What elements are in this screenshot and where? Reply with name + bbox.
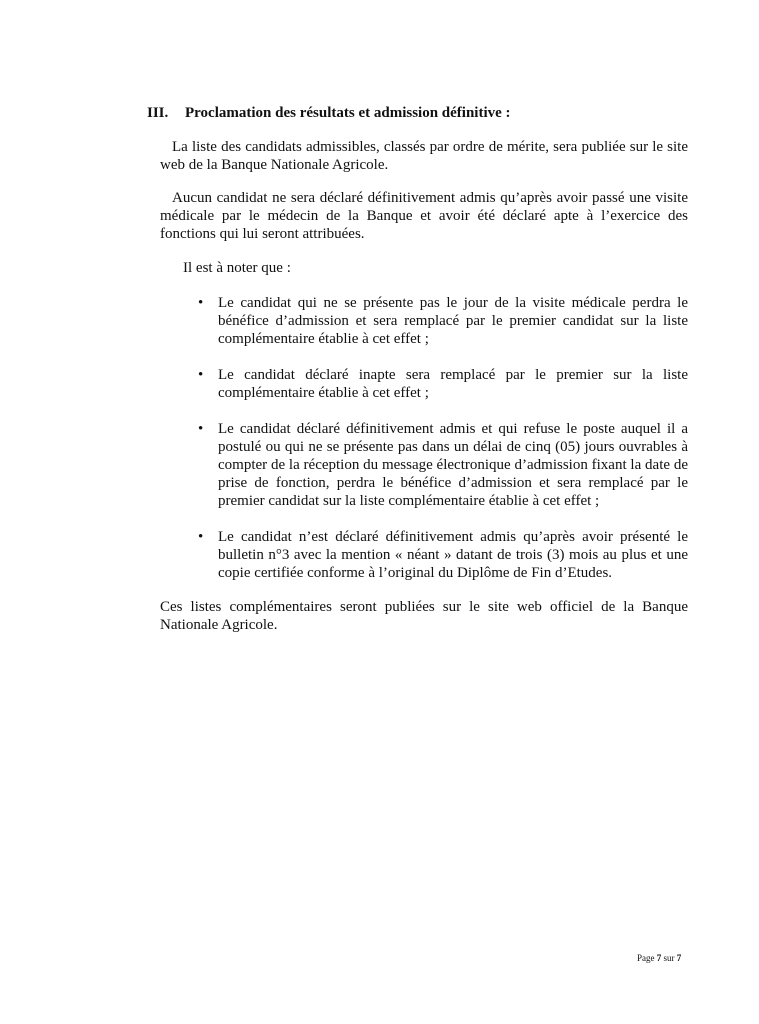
list-item: [198, 528, 688, 582]
section-title: Proclamation des résultats et admission définitive :: [185, 105, 511, 121]
of-label: sur: [663, 953, 675, 963]
paragraph: Il est à noter que :: [183, 260, 291, 276]
page-total: 7: [676, 953, 682, 963]
list-item-text: Le candidat qui ne se présente pas le jour de la visite médicale perdra le bénéfice d’admission et sera remplacé par le premier candidat sur la liste complémentaire établie à cet effet ;: [218, 295, 688, 347]
list-item: [198, 366, 688, 402]
page-label: Page: [637, 953, 655, 963]
list-item: [198, 420, 688, 510]
paragraph: La liste des candidats admissibles, classés par ordre de mérite, sera publiée sur le site web de la Banque Nationale Agricole.: [160, 139, 688, 173]
paragraph: Aucun candidat ne sera déclaré définitivement admis qu’après avoir passé une visite médicale par le médecin de la Banque et avoir été déclaré apte à l’exercice des fonctions qui lui seront attribuées.: [160, 190, 688, 242]
section-heading: [147, 104, 511, 122]
bullet-icon: •: [198, 295, 204, 311]
list-item-text: Le candidat déclaré définitivement admis et qui refuse le poste auquel il a postulé ou qui ne se présente pas dans un délai de cinq (05) jours ouvrables à compter de la réception du message électronique d’admission fixant la date de prise de fonction, perdra le bénéfice d’admission et sera remplacé par le premier candidat sur la liste complémentaire établie à cet effet ;: [218, 421, 688, 509]
bullet-icon: •: [198, 367, 204, 383]
section-number: III.: [147, 105, 169, 121]
page-current: 7: [656, 953, 662, 963]
closing-paragraph: Ces listes complémentaires seront publiées sur le site web officiel de la Banque Nationale Agricole.: [160, 599, 688, 633]
list-item-text: Le candidat n’est déclaré définitivement admis qu’après avoir présenté le bulletin n°3 avec la mention « néant » datant de trois (3) mois au plus et une copie certifiée conforme à l’original du Diplôme de Fin d’Etudes.: [218, 529, 688, 581]
list-item: [198, 294, 688, 348]
page-number: [637, 949, 681, 967]
list-item-text: Le candidat déclaré inapte sera remplacé par le premier sur la liste complémentaire établie à cet effet ;: [218, 367, 688, 401]
bullet-icon: •: [198, 421, 204, 437]
bullet-icon: •: [198, 529, 204, 545]
